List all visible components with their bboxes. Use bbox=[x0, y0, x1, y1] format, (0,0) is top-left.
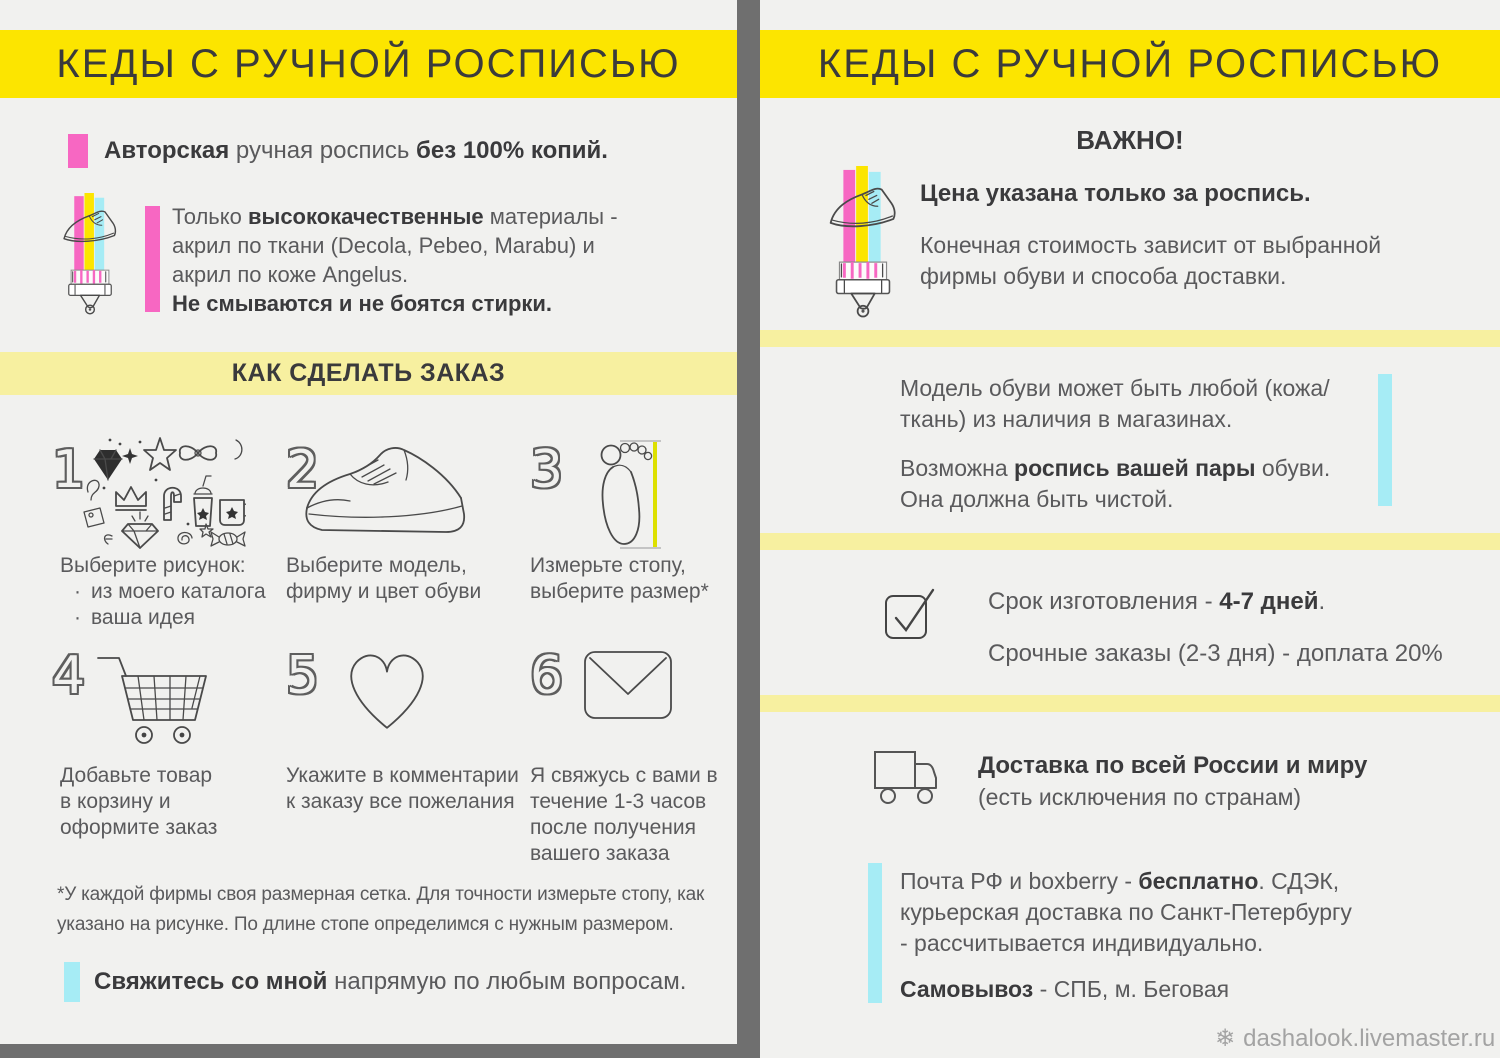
size-footnote: *У каждой фирмы своя размерная сетка. Для точности измерьте стопу, как указано на рисунке. По длине стопе определимся с нужным размером. bbox=[57, 884, 705, 935]
watermark bbox=[1215, 1024, 1495, 1053]
delivery-sub: (есть исключения по странам) bbox=[978, 784, 1302, 810]
step-5-label: Укажите в комментарии к заказу все пожелания bbox=[286, 764, 519, 813]
painted-sneaker-brush-icon bbox=[52, 193, 128, 320]
materials-line2: акрил по ткани (Decola, Pebeo, Marabu) и bbox=[172, 233, 595, 258]
how-to-order-banner bbox=[0, 352, 737, 395]
pink-accent-bar bbox=[145, 206, 160, 312]
doodles-icon bbox=[78, 436, 246, 555]
snowflake-icon: ❄ bbox=[1215, 1025, 1236, 1052]
pink-accent-chip bbox=[68, 134, 88, 168]
checkbox-icon bbox=[883, 584, 939, 645]
foot-measure-icon bbox=[592, 438, 664, 558]
divider-1 bbox=[760, 330, 1500, 347]
important-heading: ВАЖНО! bbox=[1076, 125, 1184, 155]
page-title-right: КЕДЫ С РУЧНОЙ РОСПИСЬЮ bbox=[817, 41, 1443, 86]
left-page bbox=[0, 0, 737, 1044]
shipping-line1: Почта РФ и boxberry - бесплатно. СДЭК, bbox=[900, 868, 1340, 894]
own-pair-line: Возможна роспись вашей пары обуви. bbox=[900, 455, 1331, 481]
materials-text bbox=[172, 202, 618, 318]
painted-sneaker-brush-icon-right bbox=[826, 166, 900, 323]
price-statement: Цена указана только за роспись. bbox=[920, 180, 1311, 207]
step-4-number: 4 bbox=[52, 646, 86, 706]
right-header-bar bbox=[760, 30, 1500, 98]
how-to-order-title: КАК СДЕЛАТЬ ЗАКАЗ bbox=[231, 359, 506, 387]
model-text: Модель обуви может быть любой (кожа/ ткань) из наличия в магазинах. Возможна роспись вашей пары обуви. Она должна быть чистой. bbox=[900, 375, 1331, 512]
envelope-icon bbox=[582, 648, 674, 727]
truck-icon bbox=[873, 748, 943, 811]
materials-line4: Не смываются и не боятся стирки. bbox=[172, 291, 553, 316]
left-header-bar bbox=[0, 30, 737, 98]
page-title: КЕДЫ С РУЧНОЙ РОСПИСЬЮ bbox=[56, 41, 681, 86]
divider-3 bbox=[760, 695, 1500, 712]
contact-line bbox=[64, 962, 686, 1002]
rush-orders: Срочные заказы (2-3 дня) - доплата 20% bbox=[988, 640, 1443, 667]
cart-icon bbox=[92, 648, 212, 755]
step-3-label: Измерьте стопу, выберите размер* bbox=[530, 554, 709, 603]
step-1-bullet-1: · из моего каталога bbox=[74, 580, 266, 603]
cyan-accent-chip bbox=[64, 962, 80, 1002]
step-1-label: Выберите рисунок: · из моего каталога · ваша идея bbox=[60, 554, 266, 629]
materials-line3: акрил по коже Angelus. bbox=[172, 262, 409, 287]
step-6-number: 6 bbox=[530, 646, 564, 706]
step-2-number: 2 bbox=[286, 440, 320, 500]
intro-line bbox=[68, 134, 608, 168]
step-6-label: Я свяжусь с вами в течение 1-3 часов после получения вашего заказа bbox=[530, 764, 718, 865]
step-1-number: 1 bbox=[52, 440, 86, 500]
watermark-text: dashalook.livemaster.ru bbox=[1243, 1024, 1496, 1052]
production-time: Срок изготовления - 4-7 дней. bbox=[988, 588, 1326, 615]
divider-2 bbox=[760, 533, 1500, 550]
intro-text: Авторская ручная роспись без 100% копий. bbox=[104, 137, 608, 164]
price-details: Конечная стоимость зависит от выбранной фирмы обуви и способа доставки. bbox=[920, 232, 1382, 289]
pickup-line: Самовывоз - СПБ, м. Беговая bbox=[900, 976, 1230, 1002]
materials-line1: Только высококачественные материалы - bbox=[172, 204, 618, 229]
step-5-number: 5 bbox=[286, 646, 320, 706]
step-1-bullet-2: · ваша идея bbox=[74, 606, 195, 629]
contact-text: Свяжитесь со мной напрямую по любым вопросам. bbox=[94, 968, 687, 995]
heart-icon bbox=[342, 646, 432, 739]
delivery-heading: Доставка по всей России и миру bbox=[978, 752, 1368, 779]
step-3-number: 3 bbox=[530, 440, 564, 500]
step-2-label: Выберите модель, фирму и цвет обуви bbox=[286, 554, 482, 603]
step-4-label: Добавьте товар в корзину и оформите заказ bbox=[60, 764, 218, 839]
right-page bbox=[760, 0, 1500, 1058]
sneaker-icon bbox=[300, 440, 470, 550]
cyan-accent-bar-left bbox=[868, 863, 882, 1003]
shipping-text: Почта РФ и boxberry - бесплатно. СДЭК, курьерская доставка по Санкт-Петербургу - рассчитывается индивидуально. bbox=[900, 868, 1352, 956]
cyan-accent-bar-right bbox=[1378, 374, 1392, 506]
